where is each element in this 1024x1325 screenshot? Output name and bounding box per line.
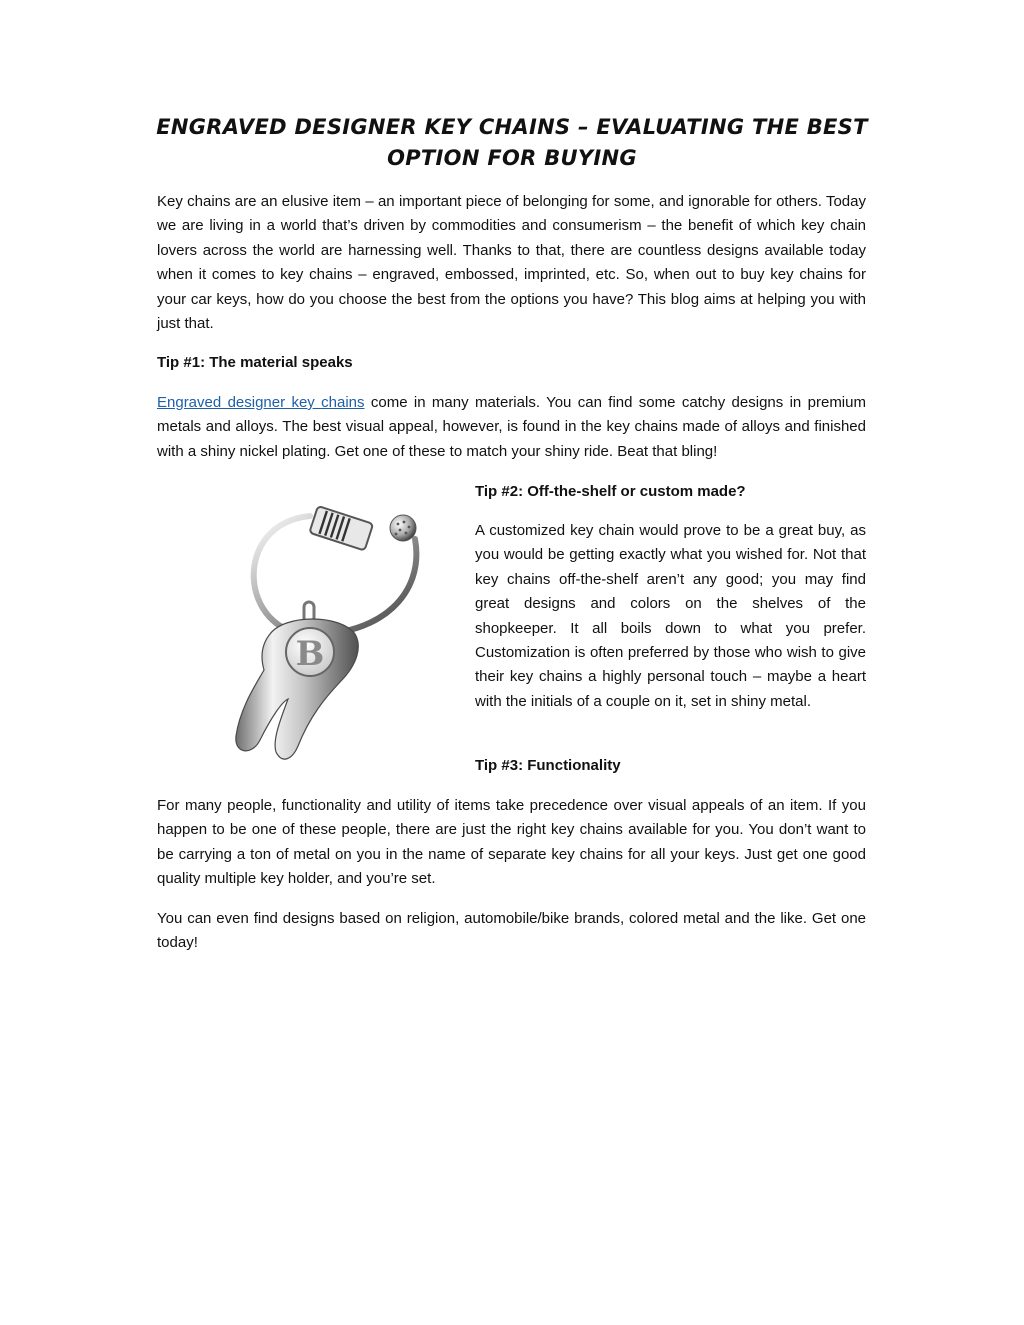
tip1-heading: Tip #1: The material speaks [157,354,353,371]
tip3-heading: Tip #3: Functionality [475,757,621,774]
tip1-body: come in many materials. You can find some catchy designs in premium metals and alloys. The best visual appeal, however, is found in the key chains made of alloys and finished with a shiny nickel plating. Get one of these to match your shiny ride. Beat that bling! [157,394,866,460]
tip3-paragraph: For many people, functionality and utility of items take precedence over visual appeals of an item. If you happen to be one of these people, there are just the right key chains available for you. You don’t want to be carrying a ton of metal on you in the name of separate key chains for all your keys. Just get one good quality multiple key holder, and you’re set. [157,797,866,888]
tip2-paragraph: A customized key chain would prove to be a great buy, as you would be getting exactly what you wished for. Not that key chains off-the-shelf aren’t any good; you may find great designs and colors on the shelves of the shopkeeper. It all boils down to what you prefer. Customization is often preferred by those who wish to give their key chains a highly personal touch – maybe a heart with the initials of a couple on it, set in shiny metal. [475,522,866,710]
engraved-key-chains-link[interactable]: Engraved designer key chains [157,394,365,411]
keychain-image [190,484,460,784]
closing-paragraph: You can even find designs based on religion, automobile/bike brands, colored metal and the like. Get one today! [157,910,866,952]
keychain-illustration [190,484,460,784]
emblem-letter: B [295,634,325,674]
intro-paragraph: Key chains are an elusive item – an important piece of belonging for some, and ignorable for others. Today we are living in a world that’s driven by commodities and consumerism – the benefit of which key chain lovers across the world are harnessing well. Thanks to that, there are countless designs available today when it comes to key chains – engraved, embossed, imprinted, etc. So, when out to buy key chains for your car keys, how do you choose the best from the options you have? This blog aims at helping you with just that. [157,193,866,333]
tip2-heading: Tip #2: Off-the-shelf or custom made? [475,483,746,500]
document-title: ENGRAVED DESIGNER KEY CHAINS – EVALUATING THE BEST OPTION FOR BUYING [156,115,868,170]
tip1-paragraph [157,391,866,464]
